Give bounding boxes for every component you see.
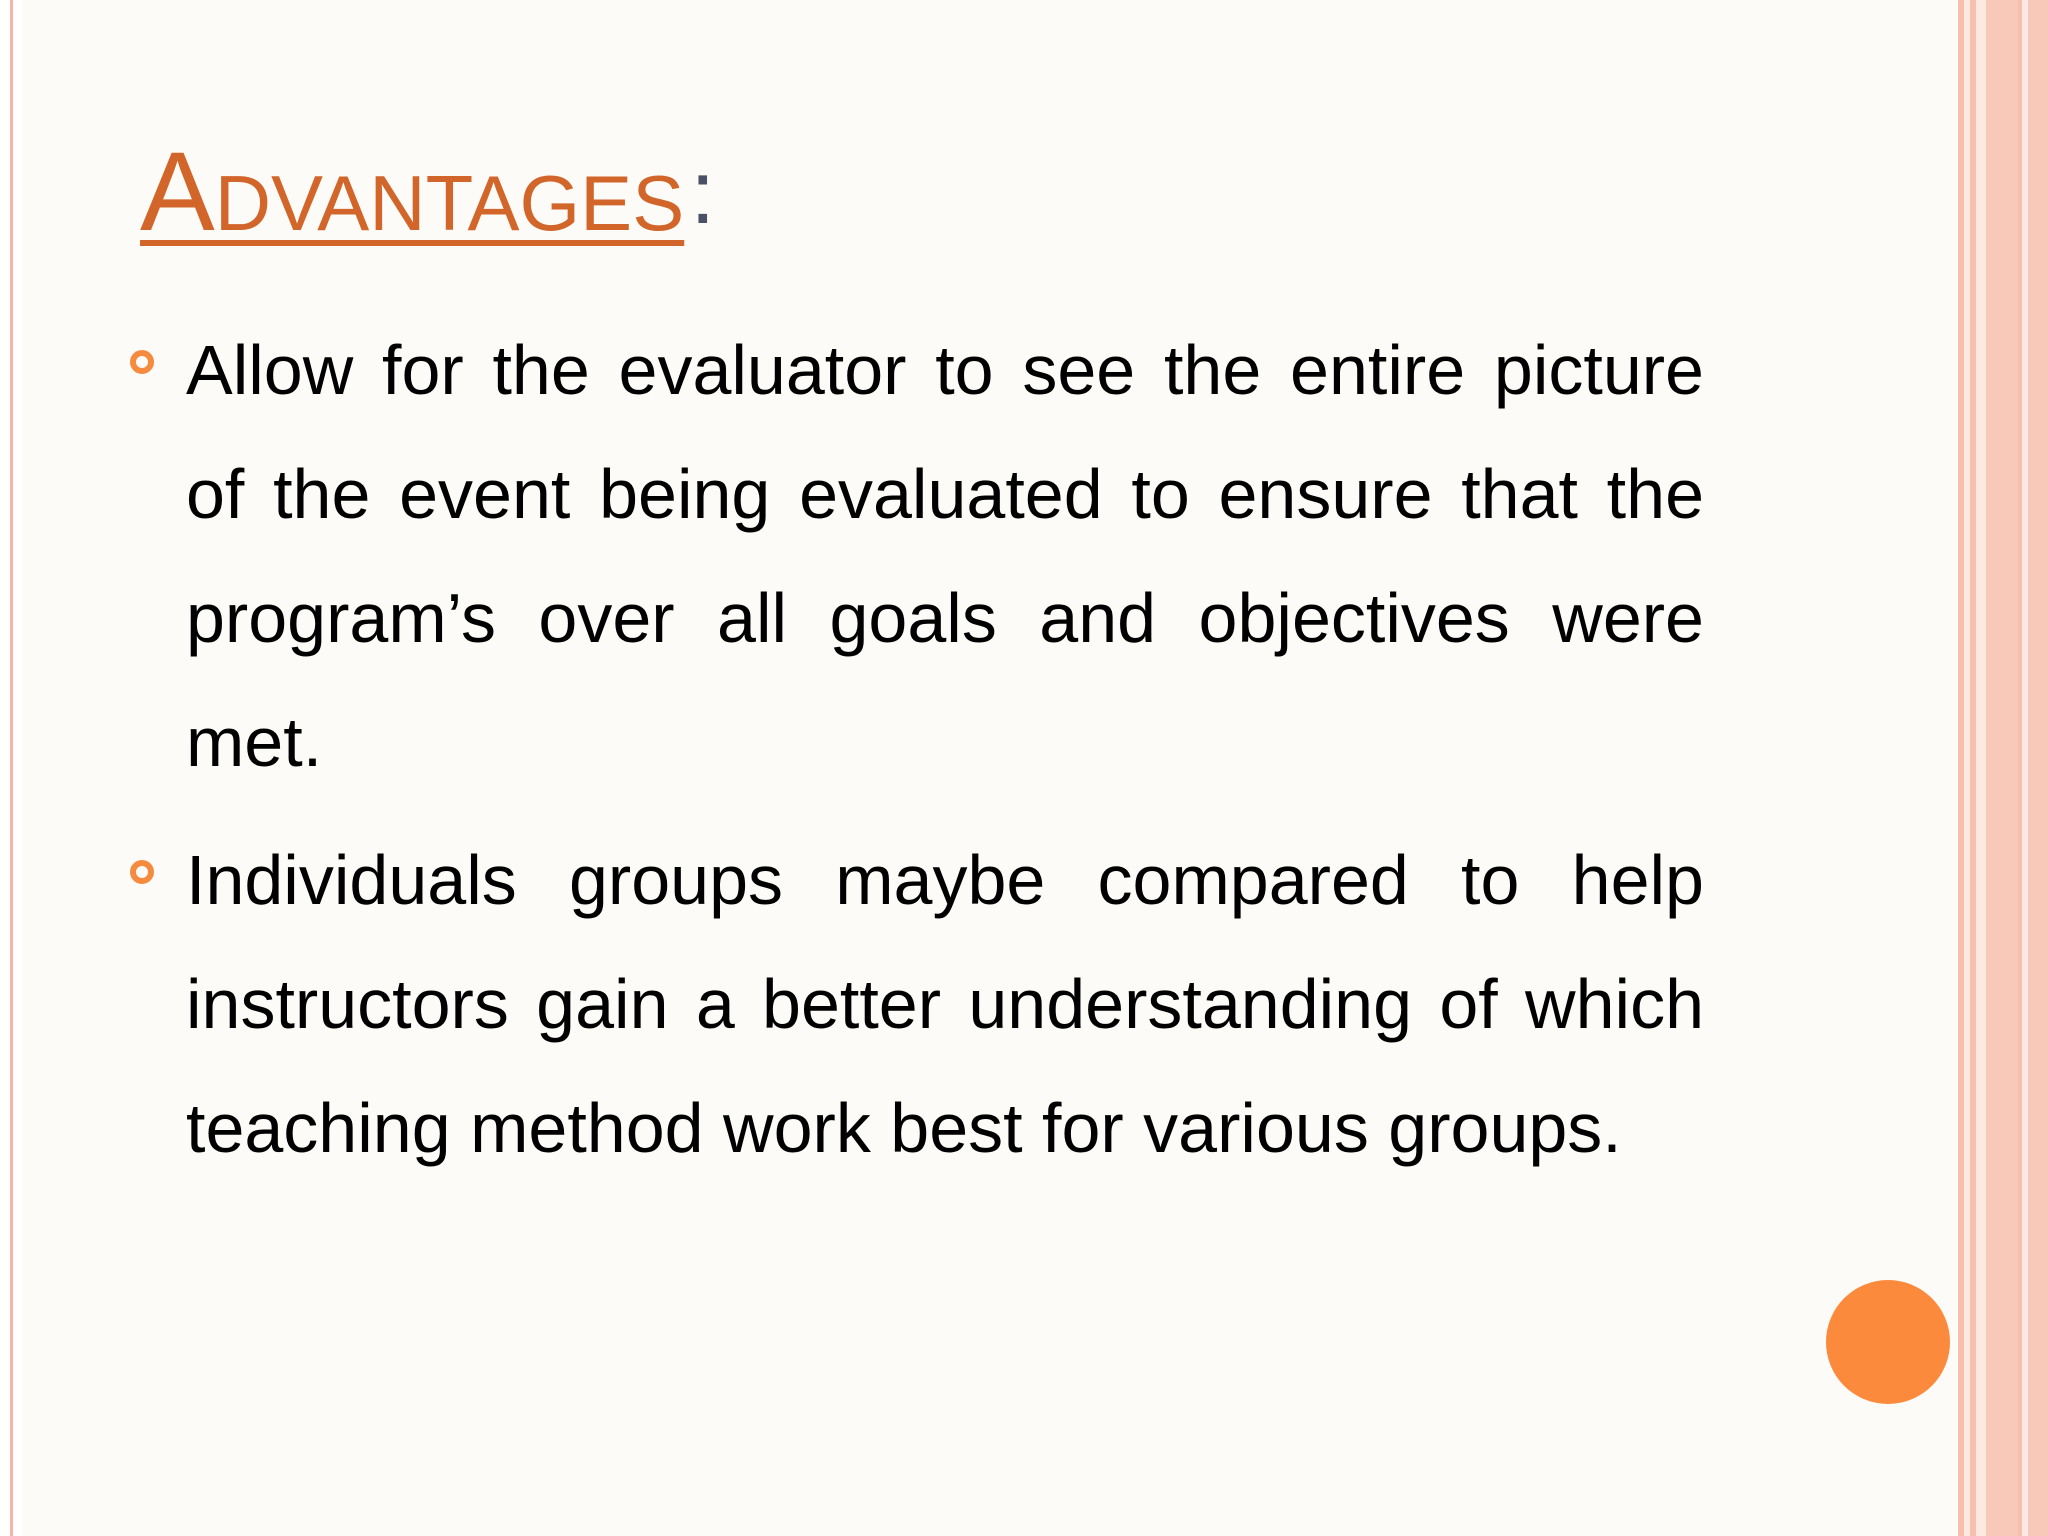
hollow-circle-bullet-icon bbox=[130, 860, 154, 884]
bullet-item bbox=[124, 818, 1704, 1190]
slide-title-container bbox=[140, 118, 716, 254]
bullet-text: Individuals groups maybe compared to help instructors gain a better understanding of which teaching method work best for various groups. bbox=[186, 841, 1704, 1167]
hollow-circle-bullet-icon bbox=[130, 350, 154, 374]
slide-title-colon: : bbox=[690, 143, 716, 243]
left-border-decoration bbox=[0, 0, 22, 1536]
right-border-decoration bbox=[1958, 0, 2048, 1536]
orange-circle-icon bbox=[1826, 1280, 1950, 1404]
bullet-list bbox=[124, 308, 1704, 1204]
slide-title: Advantages bbox=[140, 129, 685, 254]
bullet-text: Allow for the evaluator to see the entire picture of the event being evaluated to ensure that the program’s over all goals and objectives were met. bbox=[186, 331, 1704, 781]
bullet-item bbox=[124, 308, 1704, 804]
